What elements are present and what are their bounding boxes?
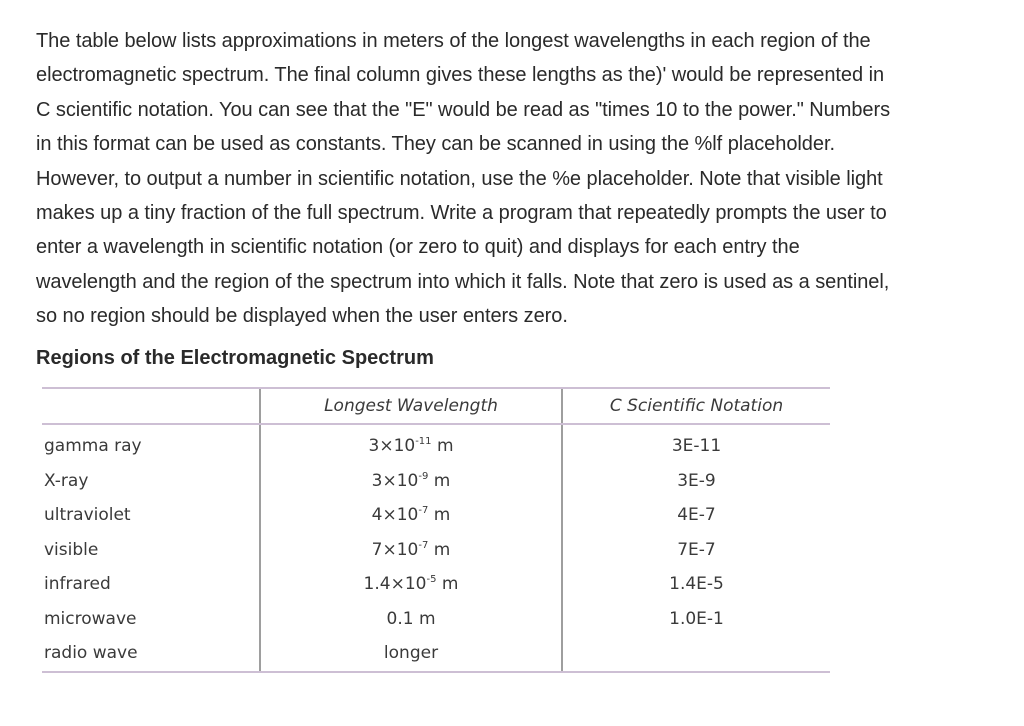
wavelength-exponent: -5 — [426, 574, 437, 586]
paragraph-line: electromagnetic spectrum. The final column gives these lengths as the)' would be represented in — [36, 64, 885, 87]
paragraph-line: C scientific notation. You can see that the "E" would be read as "times 10 to the power." Numbers — [36, 98, 891, 121]
region-cell: visible — [44, 539, 99, 560]
problem-text — [36, 24, 996, 334]
spectrum-table — [42, 387, 830, 673]
wavelength-base: 10 — [396, 505, 419, 526]
wavelength-unit: m — [436, 436, 454, 457]
wavelength-coefficient: 4 — [371, 505, 383, 526]
region-cell: radio wave — [44, 643, 138, 664]
wavelength-cell: 0.1 m — [260, 602, 562, 637]
wavelength-coefficient: 1.4 — [363, 574, 391, 595]
wavelength-coefficient: 3 — [371, 470, 383, 491]
scientific-notation-cell: 3E-9 — [562, 464, 830, 499]
header-longest-wavelength: Longest Wavelength — [260, 389, 562, 424]
table-row — [42, 602, 830, 637]
times-sign: × — [390, 574, 405, 595]
wavelength-unit: m — [433, 505, 451, 526]
region-cell: X-ray — [44, 470, 89, 491]
paragraph-line: so no region should be displayed when the user enters zero. — [36, 305, 568, 328]
times-sign: × — [382, 470, 397, 491]
paragraph-line: The table below lists approximations in meters of the longest wavelengths in each region of the — [36, 30, 871, 52]
region-cell: microwave — [44, 608, 137, 629]
wavelength-coefficient: 3 — [368, 436, 380, 457]
wavelength-cell — [260, 464, 562, 499]
wavelength-cell — [260, 498, 562, 533]
wavelength-exponent: -7 — [418, 539, 429, 551]
wavelength-coefficient: 7 — [371, 539, 383, 560]
wavelength-unit: m — [441, 574, 459, 595]
paragraph-line: makes up a tiny fraction of the full spectrum. Write a program that repeatedly prompts the user to — [36, 202, 887, 225]
wavelength-cell — [260, 424, 562, 464]
table-header-row — [42, 389, 830, 424]
wavelength-base: 10 — [393, 436, 416, 457]
region-cell: infrared — [44, 574, 111, 595]
wavelength-exponent: -9 — [418, 470, 429, 482]
scientific-notation-cell: 1.0E-1 — [562, 602, 830, 637]
wavelength-base: 10 — [396, 539, 419, 560]
paragraph-line: in this format can be used as constants. They can be scanned in using the %lf placeholder. — [36, 133, 835, 156]
table-heading: Regions of the Electromagnetic Spectrum — [36, 347, 434, 369]
scientific-notation-cell: 1.4E-5 — [562, 567, 830, 602]
wavelength-cell — [260, 533, 562, 568]
wavelength-exponent: -7 — [418, 505, 429, 517]
header-c-scientific-notation: C Scientific Notation — [562, 389, 830, 424]
header-region — [42, 389, 260, 424]
wavelength-cell: longer — [260, 636, 562, 671]
table-row — [42, 464, 830, 499]
wavelength-base: 10 — [404, 574, 427, 595]
region-cell: gamma ray — [44, 436, 142, 457]
times-sign: × — [379, 436, 394, 457]
wavelength-exponent: -11 — [415, 436, 432, 448]
wavelength-cell — [260, 567, 562, 602]
paragraph — [36, 24, 996, 334]
wavelength-unit: m — [433, 470, 451, 491]
table-row — [42, 636, 830, 671]
table-row — [42, 498, 830, 533]
paragraph-line: enter a wavelength in scientific notation (or zero to quit) and displays for each entry the — [36, 236, 800, 259]
wavelength-unit: m — [433, 539, 451, 560]
paragraph-line: wavelength and the region of the spectrum into which it falls. Note that zero is used as a sentinel, — [36, 270, 890, 293]
times-sign: × — [382, 505, 397, 526]
scientific-notation-cell — [562, 636, 830, 671]
region-cell: ultraviolet — [44, 505, 131, 526]
scientific-notation-cell: 3E-11 — [562, 424, 830, 464]
scientific-notation-cell: 7E-7 — [562, 533, 830, 568]
table-bottom-rule — [42, 671, 830, 673]
table-row — [42, 424, 830, 464]
table-row — [42, 533, 830, 568]
table — [42, 389, 830, 671]
table-row — [42, 567, 830, 602]
paragraph-line: However, to output a number in scientific notation, use the %e placeholder. Note that visible light — [36, 167, 883, 190]
scientific-notation-cell: 4E-7 — [562, 498, 830, 533]
wavelength-base: 10 — [396, 470, 419, 491]
times-sign: × — [382, 539, 397, 560]
